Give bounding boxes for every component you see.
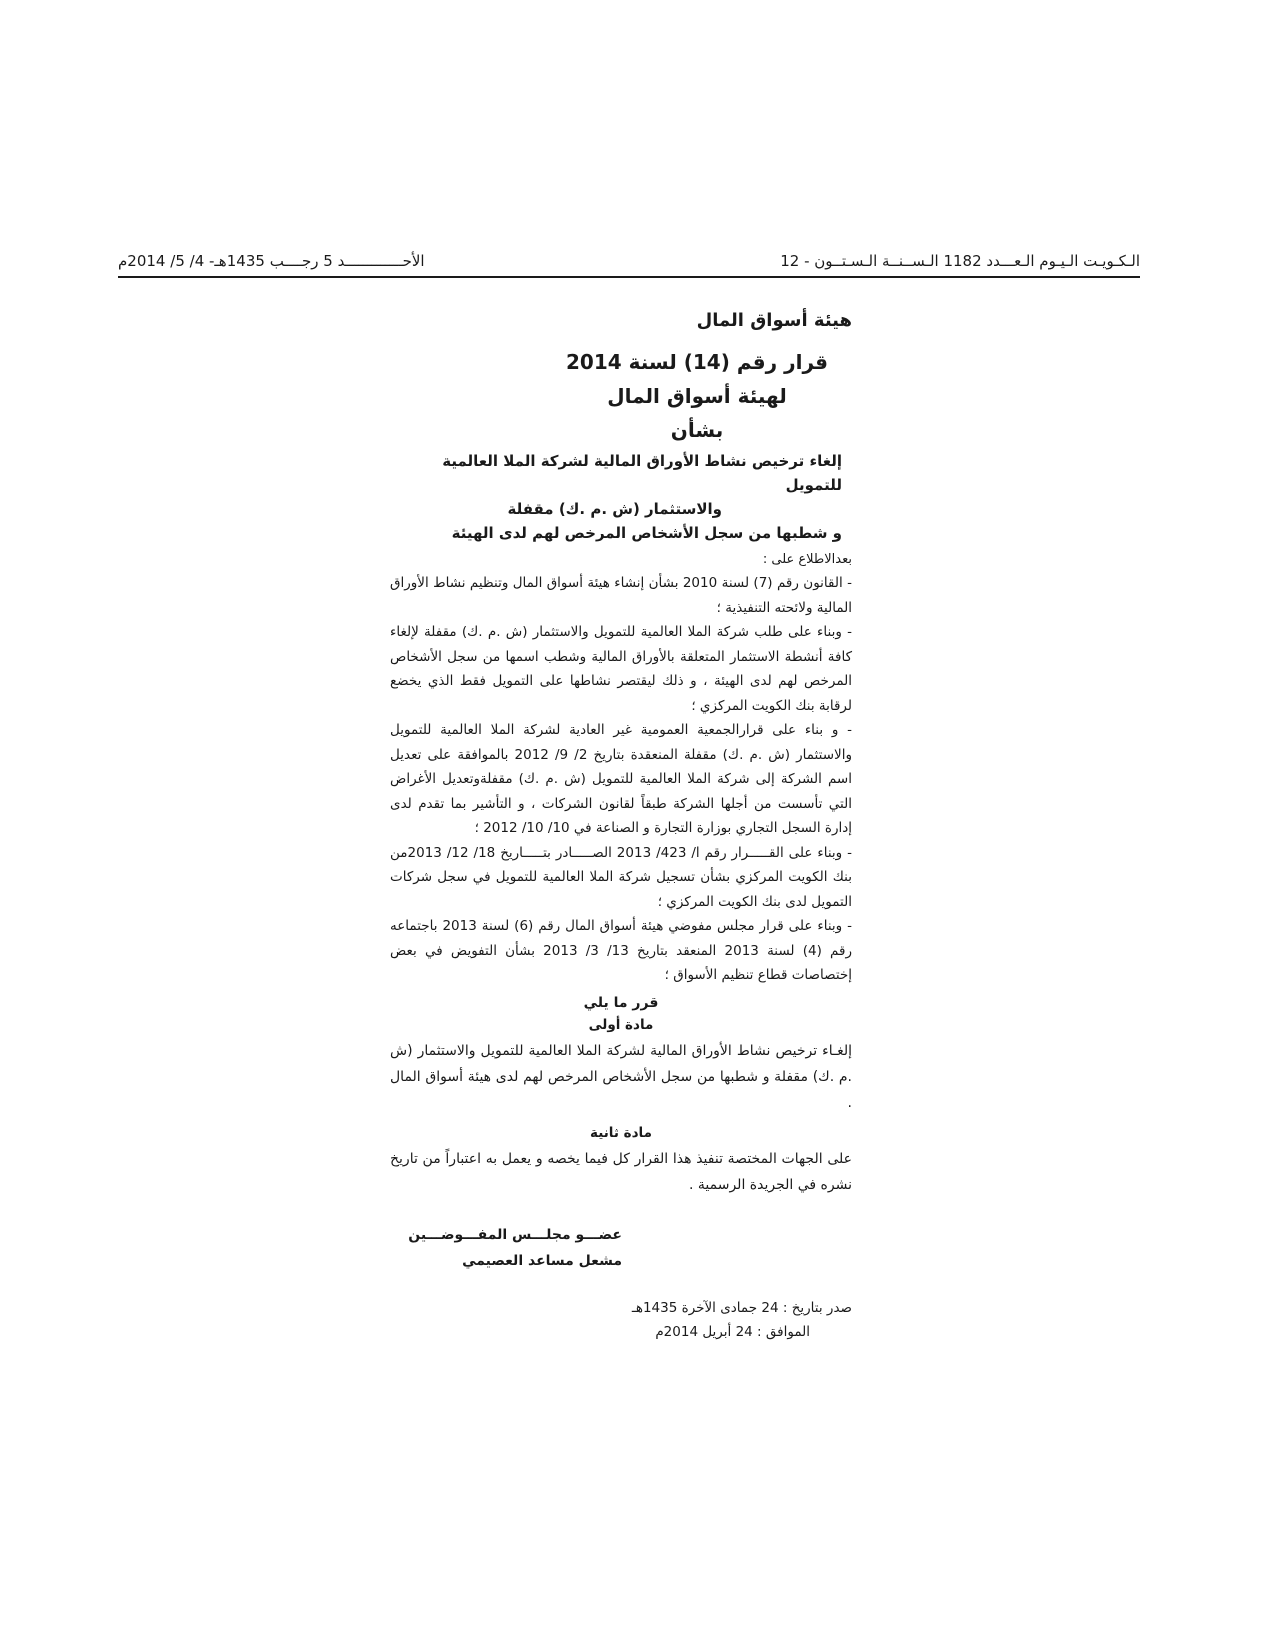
article-title: مادة ثانية: [590, 1124, 652, 1141]
decision-subject: [390, 449, 852, 545]
decision-number: قرار رقم (14) لسنة 2014: [565, 350, 828, 374]
issue-date-hijri: صدر بتاريخ : 24 جمادى الآخرة 1435هـ: [631, 1299, 852, 1316]
decided-heading: قرر ما يلي: [583, 994, 659, 1011]
signature-block: [390, 1222, 622, 1274]
decision-document: [390, 310, 852, 1344]
decision-issuer: لهيئة أسواق المال: [607, 384, 787, 408]
recital-paragraph: - وبناء على طلب شركة الملا العالمية للتمويل والاستثمار (ش .م .ك) مقفلة لإلغاء كافة أنشطة الاستثمار المتعلقة بالأوراق المالية وشطب اسمها من سجل الأشخاص المرخص لهم لدى الهيئة ، و ذلك ليقتصر نشاطها على التمويل فقط الذي يخضع لرقابة بنك الكويت المركزي ؛: [390, 624, 852, 714]
subject-line: و شطبها من سجل الأشخاص المرخص لهم لدى الهيئة: [451, 524, 842, 542]
preamble-intro: بعدالاطلاع على :: [762, 552, 852, 567]
recital-paragraph: - وبناء على قرار مجلس مفوضي هيئة أسواق المال رقم (6) لسنة 2013 باجتماعه رقم (4) لسنة 2013 المنعقد بتاريخ 13/ 3/ 2013 بشأن التفويض في بعض إختصاصات قطاع تنظيم الأسواق ؛: [390, 918, 853, 983]
gazette-header: [118, 250, 1140, 278]
gazette-date: الأحـــــــــــــد 5 رجــــب 1435هـ- 4/ 5/ 2014م: [118, 252, 425, 270]
subject-line: والاستثمار (ش .م .ك) مقفلة: [507, 500, 722, 518]
decision-title: [532, 345, 862, 447]
issue-date-gregorian: الموافق : 24 أبريل 2014م: [655, 1323, 810, 1340]
signatory-name: مشعل مساعد العصيمي: [462, 1252, 622, 1269]
article-body: إلغـاء ترخيص نشاط الأوراق المالية لشركة الملا العالمية للتمويل والاستثمار (ش .م .ك) مقفلة و شطبها من سجل الأشخاص المرخص لهم لدى هيئة أسواق المال .: [390, 1042, 852, 1111]
article-title: مادة أولى: [588, 1016, 654, 1033]
issue-date-block: [390, 1296, 852, 1344]
gazette-issue-info: الـكـويـت الـيـوم الـعـــدد 1182 الـســنــة الـسـتــون - 12: [780, 252, 1140, 270]
recital-paragraph: - و بناء على قرارالجمعية العمومية غير العادية لشركة الملا العالمية للتمويل والاستثمار (ش .م .ك) مقفلة المنعقدة بتاريخ 2/ 9/ 2012 بالموافقة على تعديل اسم الشركة إلى شركة الملا العالمية للتمويل (ش .م .ك) مقفلةوتعديل الأغراض التي تأسست من أجلها الشركة طبقاً لقانون الشركات ، و التأشير بما تقدم لدى إدارة السجل التجاري بوزارة التجارة و الصناعة في 10/ 10/ 2012 ؛: [390, 722, 852, 836]
recital-paragraph: - القانون رقم (7) لسنة 2010 بشأن إنشاء هيئة أسواق المال وتنظيم نشاط الأوراق المالية ولائحته التنفيذية ؛: [390, 575, 852, 616]
article-body: على الجهات المختصة تنفيذ هذا القرار كل فيما يخصه و يعمل به اعتباراً من تاريخ نشره في الجريدة الرسمية .: [390, 1150, 852, 1193]
authority-name: هيئة أسواق المال: [696, 310, 852, 331]
subject-line: إلغاء ترخيص نشاط الأوراق المالية لشركة الملا العالمية للتمويل: [442, 452, 842, 494]
recital-paragraph: - وبناء على القـــــرار رقم ا/ 423/ 2013 الصـــــادر بتـــــاريخ 18/ 12/ 2013من بنك الكويت المركزي بشأن تسجيل شركة الملا العالمية للتمويل في سجل شركات التمويل لدى بنك الكويت المركزي ؛: [390, 844, 853, 910]
signatory-title: عضـــو مجلـــس المفـــوضـــين: [408, 1226, 622, 1243]
decision-regarding: بشأن: [670, 418, 724, 442]
